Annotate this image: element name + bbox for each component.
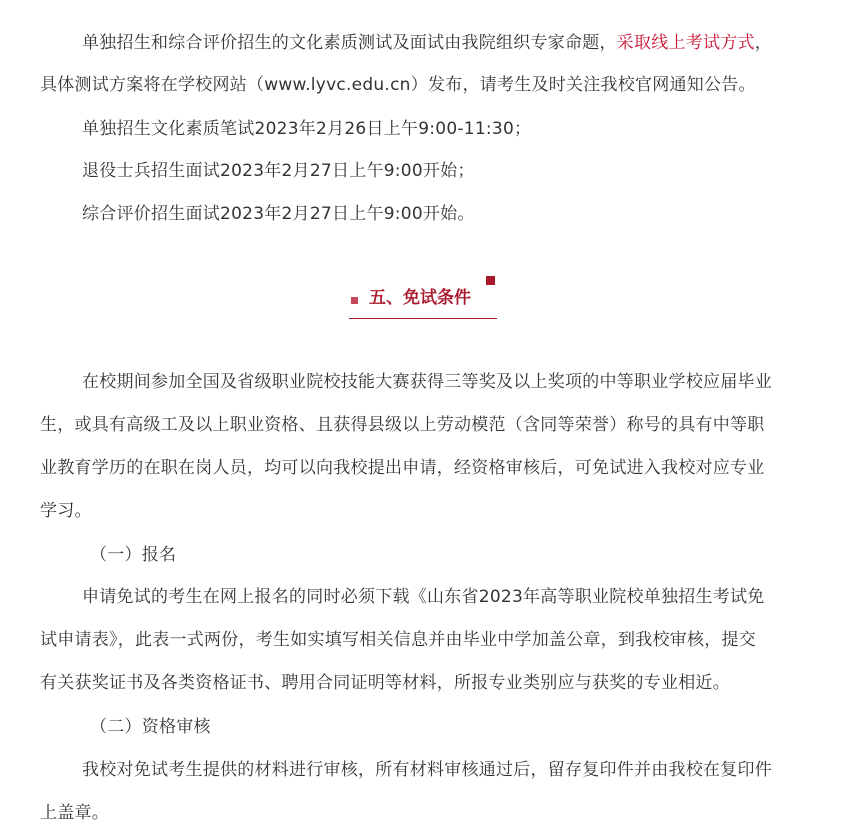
exam-method-text: 单独招生和综合评价招生的文化素质测试及面试由我院组织专家命题，: [82, 33, 617, 53]
section-heading-exemption: [349, 274, 497, 320]
paragraph-exam-method-line-2: 具体测试方案将在学校网站（www.lyvc.edu.cn）发布，请考生及时关注我校官网通知公告。: [40, 75, 756, 95]
registration-line-3: 有关获奖证书及各类资格证书、聘用合同证明等材料，所报专业类别应与获奖的专业相近。: [40, 673, 730, 693]
schedule-item-veteran-interview: 退役士兵招生面试2023年2月27日上午9:00开始；: [82, 161, 475, 181]
heading-underline: [349, 318, 497, 319]
paragraph-exam-method-line-1: [82, 31, 822, 55]
review-line-2: 上盖章。: [40, 803, 109, 823]
intro-line-2: 生，或具有高级工及以上职业资格、且获得县级以上劳动模范（含同等荣誉）称号的具有中等职: [40, 415, 765, 435]
intro-line-4: 学习。: [40, 501, 92, 521]
subsection-title-registration: （一）报名: [90, 545, 177, 565]
online-exam-highlight: 采取线上考试方式: [616, 33, 755, 53]
heading-decoration-square-icon: [486, 276, 495, 285]
registration-line-1: 申请免试的考生在网上报名的同时必须下载《山东省2023年高等职业院校单独招生考试免: [82, 587, 765, 607]
review-line-1: 我校对免试考生提供的材料进行审核，所有材料审核通过后，留存复印件并由我校在复印件: [82, 760, 772, 780]
schedule-item-written-test: 单独招生文化素质笔试2023年2月26日上午9:00-11:30；: [82, 119, 532, 139]
section-title: 五、免试条件: [369, 288, 471, 308]
heading-decoration-small-square-icon: [351, 297, 358, 304]
exam-method-punct: ，: [754, 33, 772, 53]
registration-line-2: 试申请表》，此表一式两份，考生如实填写相关信息并由毕业中学加盖公章，到我校审核，提交: [40, 630, 756, 650]
intro-line-1: 在校期间参加全国及省级职业院校技能大赛获得三等奖及以上奖项的中等职业学校应届毕业: [82, 372, 772, 392]
schedule-item-comprehensive-interview: 综合评价招生面试2023年2月27日上午9:00开始。: [82, 204, 475, 224]
subsection-title-qualification-review: （二）资格审核: [90, 717, 211, 737]
intro-line-3: 业教育学历的在职在岗人员，均可以向我校提出申请，经资格审核后，可免试进入我校对应专业: [40, 458, 765, 478]
